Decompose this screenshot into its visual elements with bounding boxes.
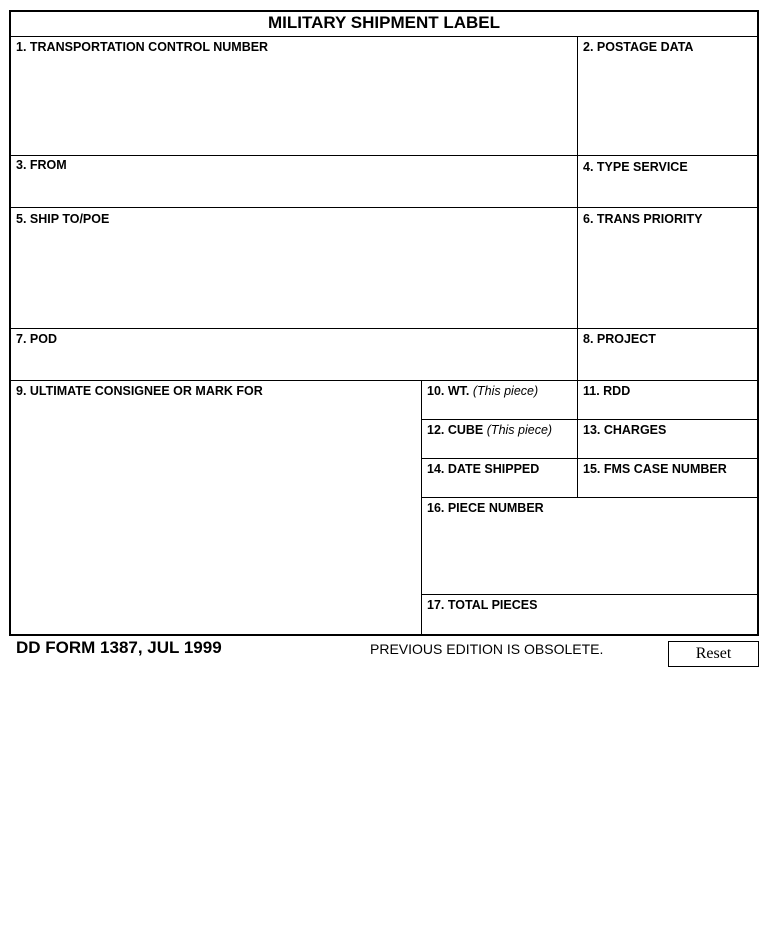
consignee-input[interactable] xyxy=(13,398,419,632)
trans-priority-input[interactable] xyxy=(580,226,755,326)
shipment-label-form xyxy=(9,10,759,636)
reset-button[interactable]: Reset xyxy=(668,641,759,667)
weight-input[interactable] xyxy=(424,398,575,418)
field-3-label: 3. FROM xyxy=(16,158,67,172)
field-10-note: (This piece) xyxy=(472,384,539,398)
field-8-label: 8. PROJECT xyxy=(583,332,656,346)
field-7-label: 7. POD xyxy=(16,332,57,346)
field-4-label: 4. TYPE SERVICE xyxy=(583,160,688,174)
form-identifier: DD FORM 1387, JUL 1999 xyxy=(16,638,222,657)
fms-case-input[interactable] xyxy=(580,476,755,496)
field-15-label: 15. FMS CASE NUMBER xyxy=(583,462,727,476)
edition-note: PREVIOUS EDITION IS OBSOLETE. xyxy=(370,641,604,657)
postage-data-input[interactable] xyxy=(580,54,755,153)
date-shipped-input[interactable] xyxy=(424,476,575,496)
cube-input[interactable] xyxy=(424,437,575,457)
tcn-input[interactable] xyxy=(13,54,575,153)
field-12-label: 12. CUBE xyxy=(427,423,484,437)
project-input[interactable] xyxy=(580,346,755,378)
from-input[interactable] xyxy=(13,172,575,205)
field-17-label: 17. TOTAL PIECES xyxy=(427,598,538,612)
total-pieces-input[interactable] xyxy=(424,612,755,632)
field-11-label: 11. RDD xyxy=(583,384,631,398)
rdd-input[interactable] xyxy=(580,398,755,418)
field-10-label: 10. WT. xyxy=(427,384,470,398)
piece-number-input[interactable] xyxy=(424,515,755,592)
ship-to-input[interactable] xyxy=(13,226,575,326)
field-13-label: 13. CHARGES xyxy=(583,423,667,437)
field-1-label: 1. TRANSPORTATION CONTROL NUMBER xyxy=(16,40,269,54)
charges-input[interactable] xyxy=(580,437,755,457)
form-title: MILITARY SHIPMENT LABEL xyxy=(11,12,757,37)
field-9-label: 9. ULTIMATE CONSIGNEE OR MARK FOR xyxy=(16,384,263,398)
type-service-input[interactable] xyxy=(580,174,755,205)
field-6-label: 6. TRANS PRIORITY xyxy=(583,212,703,226)
field-2-label: 2. POSTAGE DATA xyxy=(583,40,694,54)
field-16-label: 16. PIECE NUMBER xyxy=(427,501,544,515)
pod-input[interactable] xyxy=(13,346,575,378)
field-14-label: 14. DATE SHIPPED xyxy=(427,462,540,476)
field-12-note: (This piece) xyxy=(486,423,553,437)
field-5-label: 5. SHIP TO/POE xyxy=(16,212,110,226)
